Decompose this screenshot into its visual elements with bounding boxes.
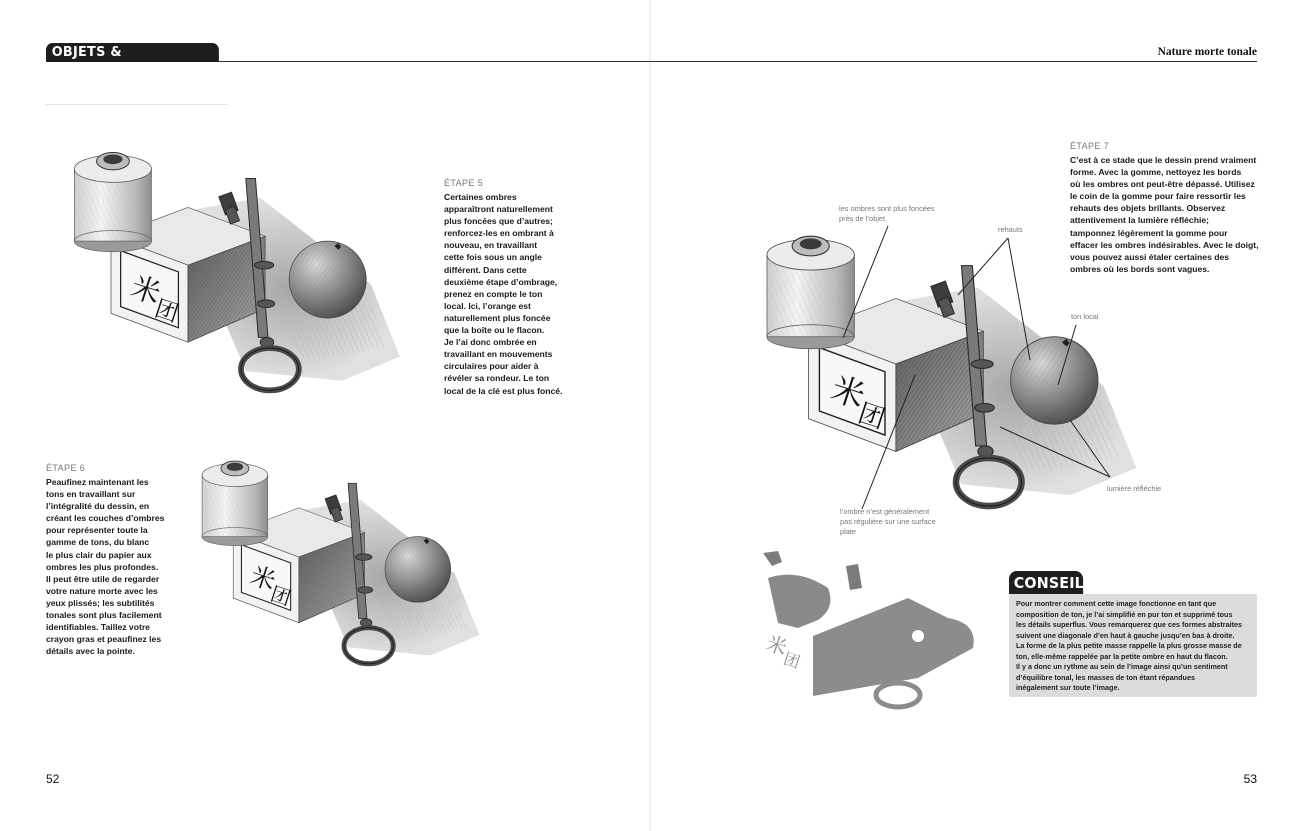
running-title: Nature morte tonale xyxy=(1157,46,1257,58)
box-glyph: 团 xyxy=(267,582,294,611)
box-glyph: 团 xyxy=(151,295,182,328)
callout-ton-local: ton local xyxy=(1071,312,1099,321)
page-number-right: 53 xyxy=(1243,772,1257,786)
callout-ombres-foncees: les ombres sont plus foncées près de l’objet xyxy=(839,204,935,223)
step7-body: C’est à ce stade que le dessin prend vraiment forme. Avec la gomme, nettoyez les bords où les ombres ont peut-être dépassé. Utilisez le coin de la gomme pour faire ressortir les rehauts des objets brillants. Observez attentivement la lumière réfléchie; tamponnez légèrement la gomme pour effacer les ombres indésirables. Avec le doigt, vous pouvez aussi étaler certaines des ombres où les bords sont vagues. xyxy=(1070,155,1259,274)
callout-lumiere-reflechie: lumière réfléchie xyxy=(1107,484,1162,493)
step5-text xyxy=(444,178,594,397)
step6-heading: ÉTAPE 6 xyxy=(46,463,86,473)
section-tab: OBJETS & OBSERVATION xyxy=(46,43,219,62)
callout-ombre-irreguliere: l’ombre n’est généralement pas régulière sur une surface plate xyxy=(840,507,936,536)
step5-body: Certaines ombres apparaîtront naturellement plus foncées que d’autres; renforcez-les en ombrant à nouveau, en travaillant cette fois sous un angle différent. Dans cette deuxième étape d’ombrage, prenez en compte le ton local. Ici, l’orange est naturellement plus foncée que la boîte ou le flacon. Je l’ai donc ombrée en travaillant en mouvements circulaires pour aider à révéler sa rondeur. Le ton local de la clé est plus foncé. xyxy=(444,192,563,396)
box-glyph: 米 xyxy=(246,560,280,596)
step7-heading: ÉTAPE 7 xyxy=(1070,141,1110,151)
callout-rehauts: rehauts xyxy=(998,225,1023,234)
box-glyph: 米 xyxy=(127,269,166,311)
box-glyph: 米 xyxy=(826,369,870,416)
step5-heading: ÉTAPE 5 xyxy=(444,178,484,188)
box-glyph: 团 xyxy=(854,398,889,436)
step6-text xyxy=(46,463,176,657)
box-glyph: 米 xyxy=(763,630,790,660)
tonal-masses-drawing xyxy=(758,548,1008,713)
step6-body: Peaufinez maintenant les tons en travaillant sur l’intégralité du dessin, en créant les couches d’ombres pour représenter toute la gamme de tons, du blanc le plus clair du papier aux ombres les plus profondes. Il peut être utile de regarder votre nature morte avec les yeux plissés; les subtilités tonales sont plus facilement identifiables. Taillez votre crayon gras et peaufinez les détails avec la pointe. xyxy=(46,477,165,657)
page-number-left: 52 xyxy=(46,772,60,786)
conseil-text: Pour montrer comment cette image fonctionne en tant que composition de ton, je l’ai simplifié en pur ton et supprimé tous les détails superflus. Vous remarquerez que ces formes abstraites suivent une diagonale d’en haut à gauche jusqu’en bas à droite. La forme de la plus petite masse rappelle la plus grosse masse de ton, elle-même rappelée par la petite ombre en haut du flacon. Il y a donc un rythme au sein de l’image ainsi qu’un sentiment d’équilibre tonal, les masses de ton étant répandues inégalement sur toute l’image. xyxy=(1016,599,1242,692)
step7-text xyxy=(1070,141,1260,275)
box-glyph: 团 xyxy=(781,648,803,672)
conseil-title: CONSEIL xyxy=(1009,571,1083,594)
